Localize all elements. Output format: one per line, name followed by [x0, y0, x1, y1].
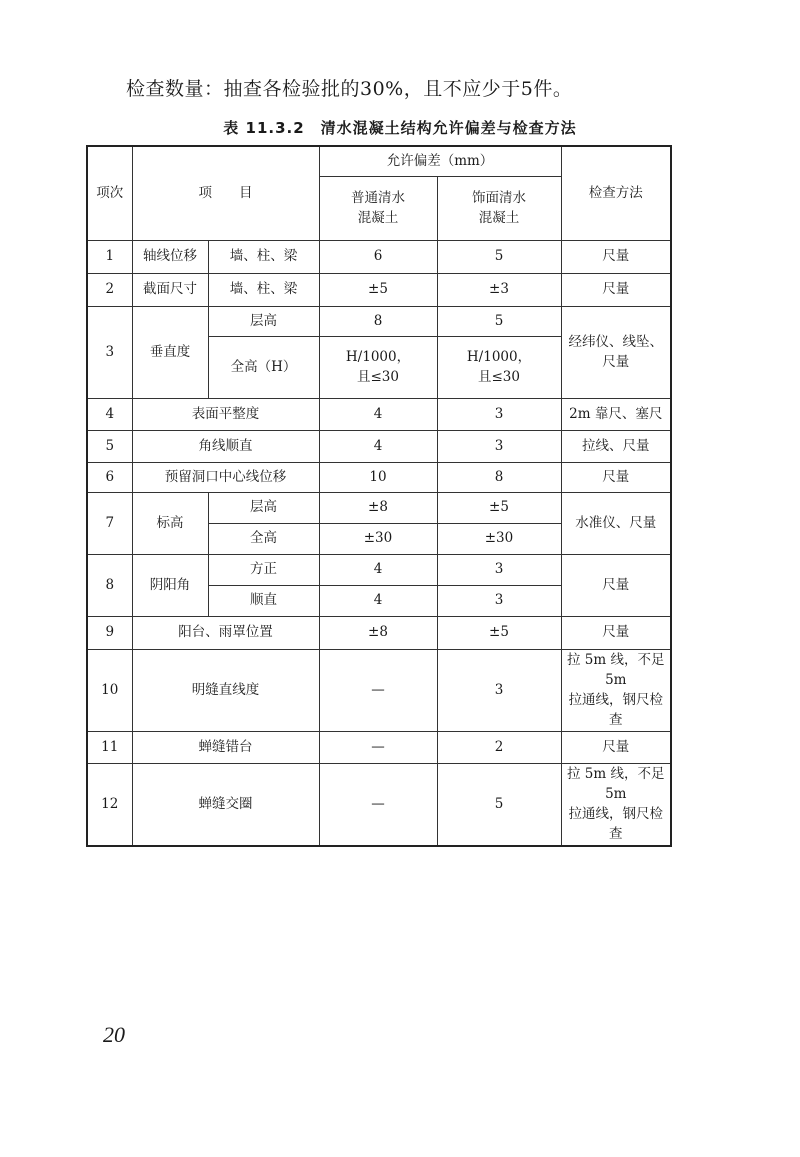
- header-plain-concrete: 普通清水 混凝土: [319, 176, 437, 240]
- row-method: 经纬仪、线坠、尺量: [561, 306, 671, 398]
- table-row: [87, 492, 671, 523]
- row-item: 蝉缝交圈: [132, 763, 319, 846]
- row-plain-value: 4: [319, 585, 437, 616]
- row-deco-value: 3: [437, 554, 561, 585]
- row-seq: 9: [87, 616, 132, 649]
- row-plain-value: 8: [319, 306, 437, 336]
- row-seq: 3: [87, 306, 132, 398]
- row-plain-value: —: [319, 763, 437, 846]
- row-item: 轴线位移: [132, 240, 208, 273]
- row-deco-value: 5: [437, 763, 561, 846]
- table-title: 清水混凝土结构允许偏差与检查方法: [320, 119, 577, 137]
- header-allowable-deviation: 允许偏差（mm）: [319, 146, 561, 176]
- row-deco-value: 3: [437, 398, 561, 430]
- row-plain-value: H/1000， 且≤30: [319, 336, 437, 398]
- row-deco-value: 3: [437, 649, 561, 731]
- row-method: 拉线、尺量: [561, 430, 671, 462]
- header-seq: 项次: [87, 146, 132, 240]
- row-deco-value: 3: [437, 430, 561, 462]
- row-seq: 10: [87, 649, 132, 731]
- row-subitem: 顺直: [208, 585, 319, 616]
- row-method: 尺量: [561, 554, 671, 616]
- row-plain-value: ±30: [319, 523, 437, 554]
- table-caption: [0, 117, 800, 138]
- row-seq: 4: [87, 398, 132, 430]
- header-item: 项 目: [132, 146, 319, 240]
- row-deco-value: 8: [437, 462, 561, 492]
- row-deco-value: ±5: [437, 492, 561, 523]
- row-seq: 2: [87, 273, 132, 306]
- row-subitem: 墙、柱、梁: [208, 240, 319, 273]
- row-plain-value: —: [319, 649, 437, 731]
- row-item: 角线顺直: [132, 430, 319, 462]
- row-item: 垂直度: [132, 306, 208, 398]
- row-item: 表面平整度: [132, 398, 319, 430]
- row-method: 拉 5m 线，不足 5m 拉通线，钢尺检查: [561, 763, 671, 846]
- page-number: 20: [103, 1022, 125, 1047]
- row-item: 阴阳角: [132, 554, 208, 616]
- row-deco-value: ±5: [437, 616, 561, 649]
- row-plain-value: 4: [319, 398, 437, 430]
- table-row: [87, 430, 671, 462]
- row-method: 水准仪、尺量: [561, 492, 671, 554]
- row-item: 蝉缝错台: [132, 731, 319, 763]
- row-method: 尺量: [561, 462, 671, 492]
- row-seq: 12: [87, 763, 132, 846]
- row-seq: 8: [87, 554, 132, 616]
- row-item: 预留洞口中心线位移: [132, 462, 319, 492]
- row-seq: 6: [87, 462, 132, 492]
- header-method: 检查方法: [561, 146, 671, 240]
- row-plain-value: 4: [319, 430, 437, 462]
- row-item: 标高: [132, 492, 208, 554]
- row-seq: 11: [87, 731, 132, 763]
- table-row: [87, 273, 671, 306]
- table-row: [87, 731, 671, 763]
- header-decorative-concrete: 饰面清水 混凝土: [437, 176, 561, 240]
- row-plain-value: —: [319, 731, 437, 763]
- row-deco-value: 5: [437, 240, 561, 273]
- row-subitem: 方正: [208, 554, 319, 585]
- row-plain-value: 10: [319, 462, 437, 492]
- row-subitem: 全高（H）: [208, 336, 319, 398]
- table-row: [87, 649, 671, 731]
- row-deco-value: ±30: [437, 523, 561, 554]
- row-plain-value: 6: [319, 240, 437, 273]
- row-method: 拉 5m 线，不足 5m 拉通线，钢尺检查: [561, 649, 671, 731]
- table-row: [87, 616, 671, 649]
- row-plain-value: ±8: [319, 492, 437, 523]
- table-row: [87, 462, 671, 492]
- row-method: 2m 靠尺、塞尺: [561, 398, 671, 430]
- tolerance-table: [86, 145, 672, 847]
- row-plain-value: ±5: [319, 273, 437, 306]
- row-deco-value: H/1000， 且≤30: [437, 336, 561, 398]
- inspection-quantity-text: 检查数量：抽查各检验批的30%，且不应少于5件。: [126, 78, 573, 100]
- header-row: [87, 146, 671, 176]
- row-item: 阳台、雨罩位置: [132, 616, 319, 649]
- table-number: 表 11.3.2: [223, 119, 305, 137]
- row-deco-value: ±3: [437, 273, 561, 306]
- table-row: [87, 240, 671, 273]
- row-subitem: 层高: [208, 306, 319, 336]
- row-method: 尺量: [561, 731, 671, 763]
- row-plain-value: 4: [319, 554, 437, 585]
- row-item: 截面尺寸: [132, 273, 208, 306]
- row-seq: 7: [87, 492, 132, 554]
- table-row: [87, 306, 671, 336]
- table-row: [87, 763, 671, 846]
- row-deco-value: 3: [437, 585, 561, 616]
- row-method: 尺量: [561, 240, 671, 273]
- row-method: 尺量: [561, 273, 671, 306]
- table-row: [87, 554, 671, 585]
- row-subitem: 全高: [208, 523, 319, 554]
- row-seq: 1: [87, 240, 132, 273]
- table-row: [87, 398, 671, 430]
- row-item: 明缝直线度: [132, 649, 319, 731]
- row-seq: 5: [87, 430, 132, 462]
- row-deco-value: 5: [437, 306, 561, 336]
- row-subitem: 墙、柱、梁: [208, 273, 319, 306]
- row-subitem: 层高: [208, 492, 319, 523]
- row-plain-value: ±8: [319, 616, 437, 649]
- row-method: 尺量: [561, 616, 671, 649]
- row-deco-value: 2: [437, 731, 561, 763]
